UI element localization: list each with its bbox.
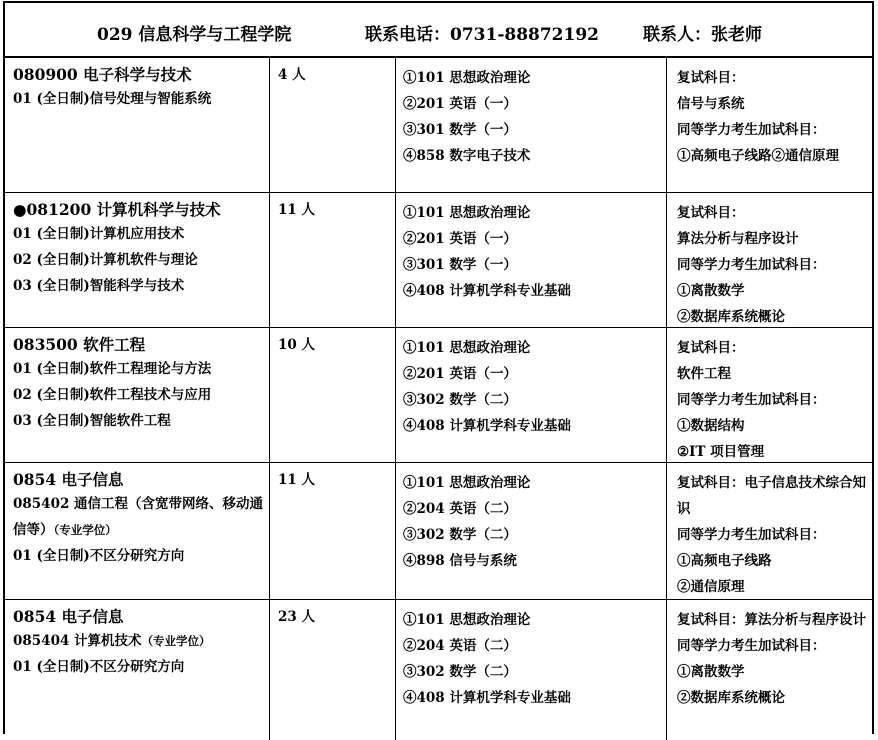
enrollment-quota: 23 人 xyxy=(278,609,315,625)
retest-line: 复试科目：电子信息技术综合知识 xyxy=(677,475,866,517)
quota-cell xyxy=(270,58,396,192)
retest-line: ②通信原理 xyxy=(677,579,745,595)
retest-cell xyxy=(667,600,872,740)
exam-subject: ④408 计算机学科专业基础 xyxy=(403,283,571,299)
retest-line: ①数据结构 xyxy=(677,418,745,434)
retest-line: 复试科目： xyxy=(677,205,745,221)
table-row xyxy=(5,193,872,328)
major-cell xyxy=(5,463,270,599)
exam-subject: ①101 思想政治理论 xyxy=(403,205,531,221)
exam-subject: ③302 数学（二） xyxy=(403,392,517,408)
research-direction: 03 (全日制)智能软件工程 xyxy=(13,413,171,429)
exam-subject: ①101 思想政治理论 xyxy=(403,70,531,86)
major-cell xyxy=(5,193,270,327)
research-direction: 01 (全日制)软件工程理论与方法 xyxy=(13,361,212,377)
major-cell xyxy=(5,600,270,740)
research-direction: 02 (全日制)计算机软件与理论 xyxy=(13,252,198,268)
quota-cell xyxy=(270,600,396,740)
major-cell xyxy=(5,58,270,192)
retest-line: 同等学力考生加试科目： xyxy=(677,257,826,273)
exam-subject: ②204 英语（二） xyxy=(403,638,517,654)
sub-major-code: 085402 通信工程（含宽带网络、移动通信等） xyxy=(13,496,264,538)
exam-subjects-cell xyxy=(396,328,667,462)
research-direction: 01 (全日制)信号处理与智能系统 xyxy=(13,91,212,107)
retest-line: ①离散数学 xyxy=(677,664,745,680)
retest-line: 复试科目：算法分析与程序设计 xyxy=(677,612,866,628)
retest-line: 同等学力考生加试科目： xyxy=(677,527,826,543)
exam-subject: ①101 思想政治理论 xyxy=(403,475,531,491)
enrollment-quota: 4 人 xyxy=(278,67,306,83)
degree-type-tag: （专业学位） xyxy=(141,634,211,648)
exam-subject: ①101 思想政治理论 xyxy=(403,340,531,356)
retest-cell xyxy=(667,463,872,599)
exam-subjects-cell xyxy=(396,193,667,327)
retest-line: ①离散数学 xyxy=(677,283,745,299)
enrollment-quota: 10 人 xyxy=(278,337,315,353)
enrollment-quota: 11 人 xyxy=(278,472,315,488)
research-direction: 01 (全日制)不区分研究方向 xyxy=(13,548,185,564)
exam-subject: ③302 数学（二） xyxy=(403,527,517,543)
retest-line: 软件工程 xyxy=(677,366,731,382)
quota-cell xyxy=(270,328,396,462)
exam-subjects-cell xyxy=(396,58,667,192)
major-title: 083500 软件工程 xyxy=(13,335,146,354)
major-title: 0854 电子信息 xyxy=(13,607,124,626)
exam-subject: ③301 数学（一） xyxy=(403,257,517,273)
exam-subject: ①101 思想政治理论 xyxy=(403,612,531,628)
retest-cell xyxy=(667,193,872,327)
contact-person: 联系人：张老师 xyxy=(643,25,762,45)
enrollment-quota: 11 人 xyxy=(278,202,315,218)
exam-subject: ③302 数学（二） xyxy=(403,664,517,680)
research-direction: 01 (全日制)不区分研究方向 xyxy=(13,659,185,675)
department-title: 029 信息科学与工程学院 xyxy=(97,25,292,45)
retest-line: ②数据库系统概论 xyxy=(677,309,785,325)
exam-subject: ④858 数字电子技术 xyxy=(403,148,531,164)
retest-line: ①高频电子线路②通信原理 xyxy=(677,148,839,164)
table-row xyxy=(5,463,872,600)
exam-subject: ②201 英语（一） xyxy=(403,231,517,247)
quota-cell xyxy=(270,193,396,327)
research-direction: 01 (全日制)计算机应用技术 xyxy=(13,226,185,242)
exam-subject: ④408 计算机学科专业基础 xyxy=(403,690,571,706)
sub-major xyxy=(13,628,269,654)
table-row xyxy=(5,600,872,740)
exam-subject: ③301 数学（一） xyxy=(403,122,517,138)
exam-subject: ④898 信号与系统 xyxy=(403,553,517,569)
retest-line: 同等学力考生加试科目： xyxy=(677,638,826,654)
major-title: 0854 电子信息 xyxy=(13,470,124,489)
research-direction: 03 (全日制)智能科学与技术 xyxy=(13,278,185,294)
retest-line: 复试科目： xyxy=(677,340,745,356)
research-direction: 02 (全日制)软件工程技术与应用 xyxy=(13,387,212,403)
retest-cell xyxy=(667,328,872,462)
exam-subject: ②204 英语（二） xyxy=(403,501,517,517)
exam-subject: ②201 英语（一） xyxy=(403,366,517,382)
exam-subject: ④408 计算机学科专业基础 xyxy=(403,418,571,434)
table-row xyxy=(5,58,872,193)
retest-line: 同等学力考生加试科目： xyxy=(677,392,826,408)
degree-type-tag: （专业学位） xyxy=(53,523,117,537)
retest-line: ②数据库系统概论 xyxy=(677,690,785,706)
exam-subject: ②201 英语（一） xyxy=(403,96,517,112)
retest-line: 信号与系统 xyxy=(677,96,745,112)
table-header xyxy=(5,1,872,58)
exam-subjects-cell xyxy=(396,600,667,740)
contact-phone: 联系电话：0731-88872192 xyxy=(365,25,599,45)
major-title: 080900 电子科学与技术 xyxy=(13,65,192,84)
sub-major xyxy=(13,491,269,543)
retest-line: ②IT 项目管理 xyxy=(677,444,765,460)
retest-line: 复试科目： xyxy=(677,70,745,86)
retest-line: ①高频电子线路 xyxy=(677,553,772,569)
exam-subjects-cell xyxy=(396,463,667,599)
sub-major-code: 085404 计算机技术 xyxy=(13,633,142,649)
retest-cell xyxy=(667,58,872,192)
major-title: ●081200 计算机科学与技术 xyxy=(13,200,221,219)
retest-line: 同等学力考生加试科目： xyxy=(677,122,826,138)
quota-cell xyxy=(270,463,396,599)
retest-line: 算法分析与程序设计 xyxy=(677,231,799,247)
table-row xyxy=(5,328,872,463)
major-cell xyxy=(5,328,270,462)
admissions-table xyxy=(3,1,874,734)
